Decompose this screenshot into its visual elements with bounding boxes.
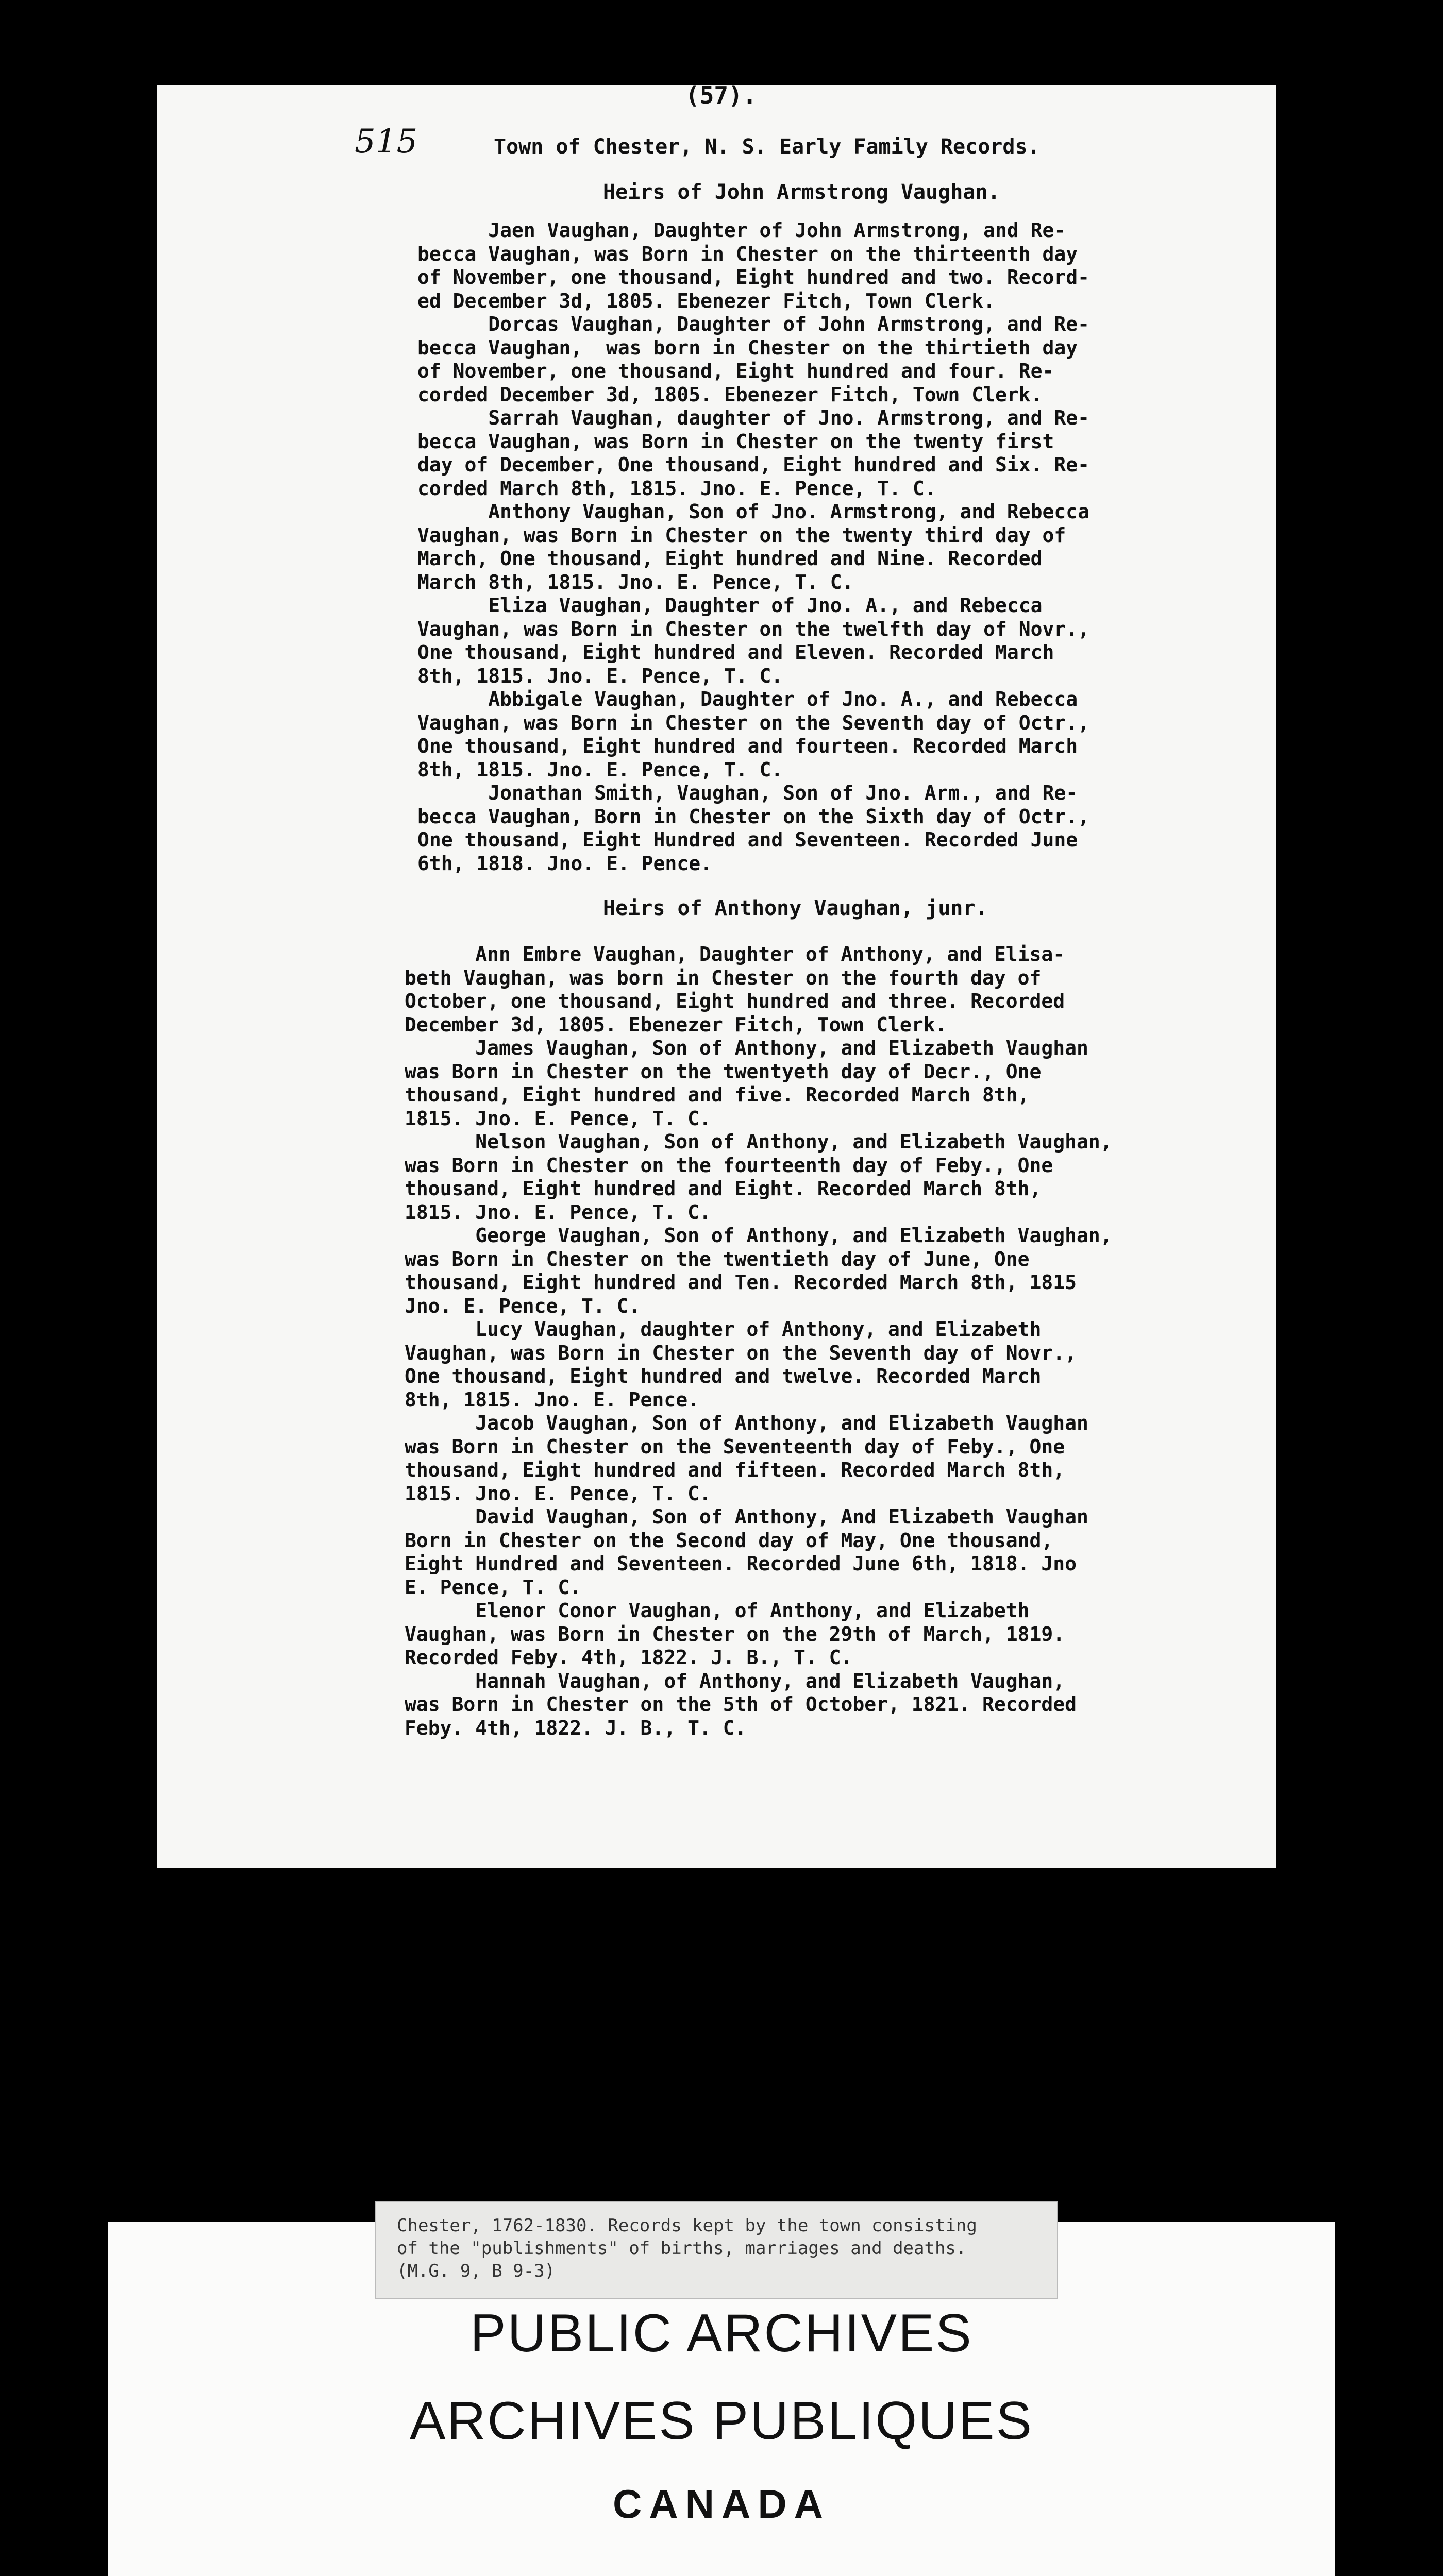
- record-line: day of December, One thousand, Eight hundred and Six. Re-: [417, 453, 1090, 476]
- record-line: was Born in Chester on the Seventeenth day of Feby., One: [405, 1435, 1065, 1458]
- record-line: March, One thousand, Eight hundred and Nine. Recorded: [417, 547, 1043, 570]
- catalog-line: (M.G. 9, B 9-3): [397, 2261, 556, 2281]
- record-line: becca Vaughan, Born in Chester on the Sixth day of Octr.,: [417, 805, 1090, 828]
- record-line: Sarrah Vaughan, daughter of Jno. Armstrong, and Re-: [417, 406, 1090, 429]
- records-anthony-vaughan: [405, 943, 1112, 1740]
- record-line: James Vaughan, Son of Anthony, and Elizabeth Vaughan: [405, 1037, 1088, 1059]
- record-line: 8th, 1815. Jno. E. Pence, T. C.: [417, 664, 783, 687]
- section-heading-john-armstrong-vaughan: Heirs of John Armstrong Vaughan.: [603, 180, 1000, 204]
- record-line: thousand, Eight hundred and Ten. Recorded March 8th, 1815: [405, 1271, 1077, 1294]
- records-john-armstrong-vaughan: [417, 219, 1089, 875]
- record-line: Vaughan, was Born in Chester on the twenty third day of: [417, 523, 1066, 547]
- archive-name-english: PUBLIC ARCHIVES: [470, 2303, 973, 2363]
- record-line: 8th, 1815. Jno. E. Pence.: [405, 1388, 699, 1411]
- record-line: Jaen Vaughan, Daughter of John Armstrong, and Re-: [417, 219, 1066, 242]
- record-line: beth Vaughan, was born in Chester on the fourth day of: [405, 966, 1042, 989]
- archive-country: CANADA: [613, 2481, 830, 2527]
- record-line: thousand, Eight hundred and five. Recorded March 8th,: [405, 1083, 1030, 1106]
- record-line: Vaughan, was Born in Chester on the Seventh day of Octr.,: [417, 711, 1090, 734]
- record-line: David Vaughan, Son of Anthony, And Elizabeth Vaughan: [405, 1505, 1088, 1528]
- record-line: 6th, 1818. Jno. E. Pence.: [417, 852, 712, 875]
- record-line: of November, one thousand, Eight hundred and four. Re-: [417, 360, 1054, 382]
- record-line: George Vaughan, Son of Anthony, and Elizabeth Vaughan,: [405, 1224, 1112, 1247]
- record-line: Elenor Conor Vaughan, of Anthony, and Elizabeth: [405, 1599, 1030, 1622]
- record-line: was Born in Chester on the twentyeth day of Decr., One: [405, 1060, 1042, 1083]
- record-line: Vaughan, was Born in Chester on the twelfth day of Novr.,: [417, 617, 1090, 640]
- record-line: Vaughan, was Born in Chester on the 29th of March, 1819.: [405, 1622, 1065, 1646]
- record-line: Lucy Vaughan, daughter of Anthony, and Elizabeth: [405, 1318, 1042, 1341]
- record-line: Jacob Vaughan, Son of Anthony, and Elizabeth Vaughan: [405, 1412, 1088, 1434]
- record-line: Anthony Vaughan, Son of Jno. Armstrong, and Rebecca: [417, 500, 1090, 523]
- record-line: becca Vaughan, was Born in Chester on the thirteenth day: [417, 242, 1078, 265]
- record-line: 1815. Jno. E. Pence, T. C.: [405, 1482, 711, 1505]
- record-line: December 3d, 1805. Ebenezer Fitch, Town Clerk.: [405, 1013, 947, 1036]
- record-line: Feby. 4th, 1822. J. B., T. C.: [405, 1716, 747, 1739]
- page-number: (57).: [685, 81, 757, 109]
- catalog-line: Chester, 1762-1830. Records kept by the town consisting: [397, 2215, 977, 2236]
- record-line: One thousand, Eight Hundred and Seventeen. Recorded June: [417, 828, 1078, 851]
- record-line: was Born in Chester on the twentieth day of June, One: [405, 1247, 1030, 1270]
- record-line: Hannah Vaughan, of Anthony, and Elizabeth Vaughan,: [405, 1669, 1065, 1692]
- record-line: ed December 3d, 1805. Ebenezer Fitch, Town Clerk.: [417, 289, 996, 312]
- record-line: Eight Hundred and Seventeen. Recorded June 6th, 1818. Jno: [405, 1552, 1077, 1575]
- record-line: October, one thousand, Eight hundred and three. Recorded: [405, 990, 1065, 1012]
- record-line: was Born in Chester on the fourteenth day of Feby., One: [405, 1154, 1053, 1177]
- record-line: Born in Chester on the Second day of May, One thousand,: [405, 1529, 1053, 1552]
- record-line: Abbigale Vaughan, Daughter of Jno. A., and Rebecca: [417, 688, 1078, 710]
- record-line: E. Pence, T. C.: [405, 1575, 582, 1599]
- handwritten-margin-note: 515: [355, 123, 418, 161]
- record-line: thousand, Eight hundred and Eight. Recorded March 8th,: [405, 1177, 1042, 1200]
- record-line: One thousand, Eight hundred and Eleven. Recorded March: [417, 641, 1054, 664]
- record-line: corded March 8th, 1815. Jno. E. Pence, T. C.: [417, 477, 936, 500]
- record-line: Recorded Feby. 4th, 1822. J. B., T. C.: [405, 1646, 853, 1669]
- catalog-note: [375, 2201, 1058, 2299]
- record-line: Nelson Vaughan, Son of Anthony, and Elizabeth Vaughan,: [405, 1130, 1112, 1153]
- record-line: Jno. E. Pence, T. C.: [405, 1294, 641, 1317]
- record-line: becca Vaughan, was born in Chester on the thirtieth day: [417, 336, 1078, 359]
- record-line: becca Vaughan, was Born in Chester on the twenty first: [417, 430, 1054, 453]
- record-line: 1815. Jno. E. Pence, T. C.: [405, 1200, 711, 1224]
- record-line: Eliza Vaughan, Daughter of Jno. A., and Rebecca: [417, 594, 1043, 617]
- record-line: Vaughan, was Born in Chester on the Seventh day of Novr.,: [405, 1341, 1077, 1364]
- record-line: March 8th, 1815. Jno. E. Pence, T. C.: [417, 570, 854, 594]
- record-line: Dorcas Vaughan, Daughter of John Armstrong, and Re-: [417, 313, 1090, 335]
- record-line: was Born in Chester on the 5th of October, 1821. Recorded: [405, 1693, 1077, 1716]
- record-line: 8th, 1815. Jno. E. Pence, T. C.: [417, 758, 783, 781]
- record-line: corded December 3d, 1805. Ebenezer Fitch, Town Clerk.: [417, 383, 1043, 406]
- record-line: Ann Embre Vaughan, Daughter of Anthony, and Elisa-: [405, 943, 1065, 965]
- record-line: thousand, Eight hundred and fifteen. Recorded March 8th,: [405, 1459, 1065, 1481]
- record-line: One thousand, Eight hundred and twelve. Recorded March: [405, 1365, 1042, 1387]
- catalog-line: of the "publishments" of births, marriages and deaths.: [397, 2238, 967, 2259]
- record-line: 1815. Jno. E. Pence, T. C.: [405, 1107, 711, 1130]
- section-heading-anthony-vaughan: Heirs of Anthony Vaughan, junr.: [603, 896, 988, 920]
- archive-name-french: ARCHIVES PUBLIQUES: [410, 2391, 1033, 2451]
- record-line: Jonathan Smith, Vaughan, Son of Jno. Arm., and Re-: [417, 782, 1078, 804]
- record-line: One thousand, Eight hundred and fourteen. Recorded March: [417, 735, 1078, 757]
- record-line: of November, one thousand, Eight hundred and two. Record-: [417, 266, 1090, 289]
- document-title: Town of Chester, N. S. Early Family Records.: [494, 135, 1040, 159]
